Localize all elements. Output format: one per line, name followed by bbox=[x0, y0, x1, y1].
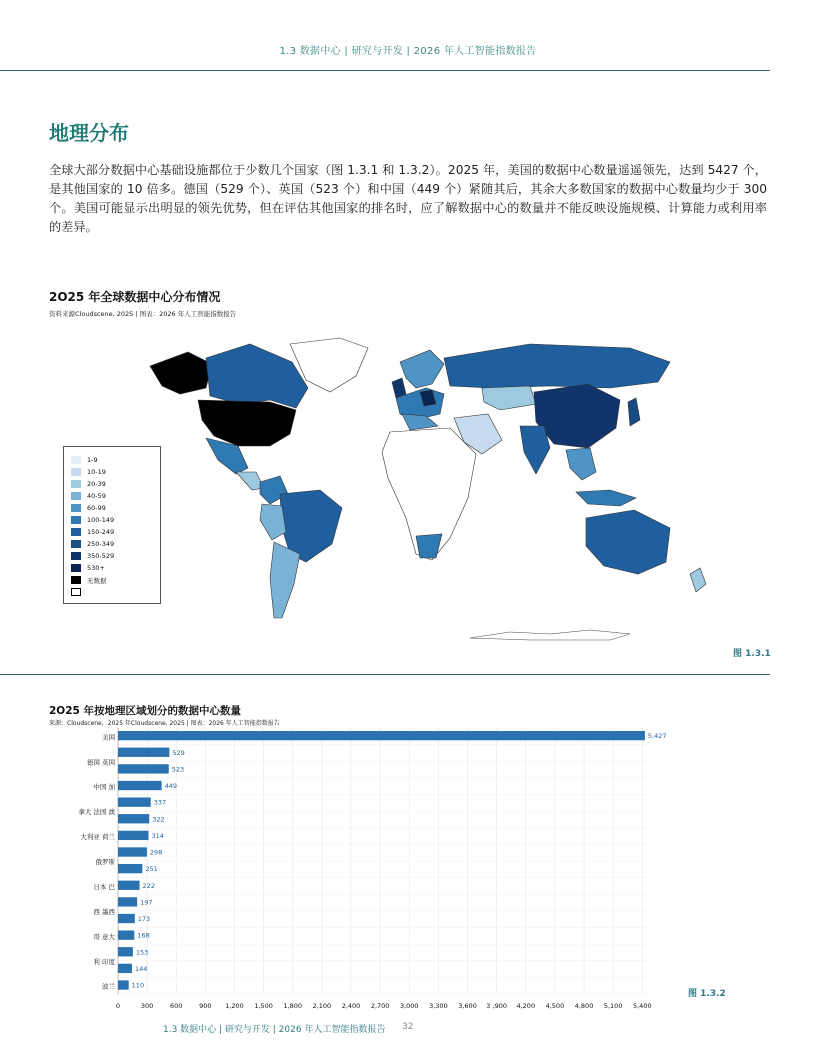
x-tick-label: 3,600 bbox=[458, 1002, 477, 1010]
data-label: 298 bbox=[149, 848, 163, 857]
x-tick-label: 4,500 bbox=[545, 1002, 565, 1010]
x-tick-label: 2,400 bbox=[341, 1002, 361, 1010]
map-region-south-africa bbox=[416, 534, 442, 558]
legend-label: 1-9 bbox=[87, 456, 98, 464]
legend-item bbox=[71, 478, 160, 490]
legend-label: 150-249 bbox=[87, 528, 115, 536]
legend-label: 无数据 bbox=[87, 576, 107, 585]
map-region-indonesia bbox=[576, 490, 636, 506]
data-label: 523 bbox=[171, 765, 185, 774]
legend-swatch bbox=[71, 504, 81, 512]
data-label: 144 bbox=[134, 964, 148, 973]
category-label: 德国 英国 bbox=[86, 758, 115, 767]
legend-swatch bbox=[71, 456, 81, 464]
x-tick-label: 0 bbox=[115, 1002, 121, 1010]
world-map bbox=[110, 322, 730, 642]
map-region-peru bbox=[260, 504, 286, 540]
legend-label: 20-39 bbox=[87, 480, 106, 488]
map-region-new-zealand bbox=[690, 568, 706, 592]
data-label: 5,427 bbox=[647, 732, 667, 741]
bar-figure-source: 来源：Cloudscene，2025 年Cloudscene, 2025 | 图表：2026 年人工智能指数报告 bbox=[49, 720, 280, 727]
category-label: 波兰 bbox=[102, 982, 115, 991]
x-tick-label: 3 ,900 bbox=[486, 1002, 507, 1010]
page-number: 32 bbox=[402, 1022, 414, 1032]
legend-swatch bbox=[71, 468, 81, 476]
map-figure-title: 2O25 年全球数据中心分布情况 bbox=[49, 290, 221, 304]
data-label: 449 bbox=[164, 782, 178, 791]
map-region-southern-europe bbox=[402, 414, 438, 430]
data-label: 153 bbox=[135, 948, 149, 957]
x-tick-label: 2,700 bbox=[370, 1002, 390, 1010]
bar bbox=[118, 914, 135, 923]
bar bbox=[118, 764, 169, 773]
map-region-chile-argentina bbox=[270, 542, 300, 618]
legend-item bbox=[71, 454, 160, 466]
map-figure-source: 资料来源Cloudscene, 2025 | 图表：2026 年人工智能指数报告 bbox=[49, 310, 237, 318]
bar bbox=[118, 847, 147, 856]
map-region-india bbox=[520, 426, 550, 474]
legend-item bbox=[71, 538, 160, 550]
bar bbox=[118, 781, 162, 790]
bar bbox=[118, 748, 169, 757]
legend-item bbox=[71, 562, 160, 574]
x-tick-label: 1,500 bbox=[254, 1002, 273, 1010]
map-legend bbox=[63, 446, 161, 604]
running-header: 1.3 数据中心 | 研究与开发 | 2026 年人工智能指数报告 bbox=[279, 46, 537, 57]
data-label: 529 bbox=[172, 748, 185, 757]
legend-item bbox=[71, 574, 160, 586]
bar bbox=[118, 881, 140, 890]
category-label: 利 印度 bbox=[93, 957, 115, 966]
bar-figure-title: 2O25 年按地理区域划分的数据中心数量 bbox=[49, 705, 241, 717]
x-tick-label: 3,300 bbox=[429, 1002, 448, 1010]
body-paragraph: 全球大部分数据中心基础设施都位于少数几个国家（图 1.3.1 和 1.3.2）。2025 年，美国的数据中心数量遥遥领先，达到 5427 个，是其他国家的 10 倍多。德国（529 个）、英国（523 个）和中国（449 个）紧随其后，其余大多数国家的数据中心数量均少于 300 个。美国可能显示出明显的领先优势，但在评估其他国家的排名时，应了解数据中心的数量并不能反映设施规模、计算能力或利用率的差异。 bbox=[49, 163, 767, 234]
category-label: 大利亚 荷兰 bbox=[80, 833, 115, 842]
data-label: 322 bbox=[152, 815, 165, 824]
x-tick-label: 300 bbox=[140, 1002, 154, 1010]
legend-swatch bbox=[71, 516, 81, 524]
legend-label: 250-349 bbox=[87, 540, 115, 548]
bar bbox=[118, 814, 149, 823]
bar bbox=[118, 864, 142, 873]
legend-label: 10-19 bbox=[87, 468, 106, 476]
x-tick-label: 4,200 bbox=[516, 1002, 536, 1010]
figure-number-map: 图 1.3.1 bbox=[733, 649, 771, 659]
x-tick-label: 900 bbox=[199, 1002, 212, 1010]
data-label: 251 bbox=[145, 865, 158, 874]
data-label: 173 bbox=[137, 915, 151, 924]
legend-swatch bbox=[71, 480, 81, 488]
map-region-kazakhstan bbox=[482, 386, 536, 410]
data-label: 222 bbox=[142, 881, 155, 890]
map-region-uk bbox=[392, 378, 406, 398]
bar bbox=[118, 980, 129, 989]
data-label: 197 bbox=[140, 898, 153, 907]
category-label: 日本 巴 bbox=[93, 882, 115, 891]
legend-swatch bbox=[71, 588, 81, 596]
map-region-scandinavia bbox=[400, 350, 444, 388]
legend-item bbox=[71, 490, 160, 502]
category-label: 美国 bbox=[102, 733, 115, 742]
legend-item bbox=[71, 586, 160, 598]
footer-running-title: 1.3 数据中心 | 研究与开发 | 2026 年人工智能指数报告 bbox=[163, 1025, 386, 1035]
legend-swatch bbox=[71, 576, 81, 584]
x-tick-label: 3,000 bbox=[399, 1002, 419, 1010]
legend-swatch bbox=[71, 492, 81, 500]
legend-label: 100-149 bbox=[87, 516, 115, 524]
bar bbox=[118, 731, 645, 740]
category-label: 中国 加 bbox=[93, 783, 115, 792]
legend-item bbox=[71, 526, 160, 538]
category-label: 西 墨西 bbox=[93, 907, 115, 916]
data-label: 337 bbox=[153, 798, 167, 807]
bar bbox=[118, 897, 137, 906]
data-label: 314 bbox=[151, 831, 164, 840]
legend-swatch bbox=[71, 552, 81, 560]
x-tick-label: 5,400 bbox=[632, 1002, 652, 1010]
legend-item bbox=[71, 466, 160, 478]
x-tick-label: 4,800 bbox=[574, 1002, 594, 1010]
map-region-southeast-asia bbox=[566, 448, 596, 480]
x-tick-label: 1,800 bbox=[283, 1002, 303, 1010]
legend-item bbox=[71, 514, 160, 526]
bar bbox=[118, 797, 151, 806]
category-label: 俄罗斯 bbox=[95, 858, 115, 866]
map-region-russia bbox=[444, 344, 670, 388]
map-region-usa bbox=[198, 400, 296, 446]
bar-chart bbox=[42, 724, 667, 1016]
map-region-antarctica bbox=[470, 630, 630, 640]
legend-swatch bbox=[71, 540, 81, 548]
map-region-alaska bbox=[150, 352, 212, 394]
bar bbox=[118, 930, 134, 939]
figure-number-bar: 图 1.3.2 bbox=[688, 989, 726, 999]
header-rule bbox=[0, 70, 770, 71]
bar bbox=[118, 831, 148, 840]
legend-item bbox=[71, 502, 160, 514]
map-region-japan bbox=[628, 398, 640, 426]
bar bbox=[118, 964, 132, 973]
legend-label: 350-529 bbox=[87, 552, 115, 560]
figure-divider bbox=[0, 674, 770, 675]
bar bbox=[118, 947, 133, 956]
legend-label: 530+ bbox=[87, 564, 105, 572]
x-tick-label: 1,200 bbox=[225, 1002, 244, 1010]
map-region-australia bbox=[586, 510, 670, 574]
section-heading: 地理分布 bbox=[49, 121, 129, 145]
x-tick-label: 5,100 bbox=[603, 1002, 623, 1010]
legend-swatch bbox=[71, 528, 81, 536]
legend-swatch bbox=[71, 564, 81, 572]
category-label: 拿大 法国 澳 bbox=[78, 808, 115, 817]
map-region-canada bbox=[206, 344, 308, 408]
data-label: 110 bbox=[131, 981, 145, 990]
legend-label: 60-99 bbox=[87, 504, 106, 512]
legend-label: 40-59 bbox=[87, 492, 106, 500]
x-tick-label: 2,100 bbox=[312, 1002, 332, 1010]
x-tick-label: 600 bbox=[170, 1002, 183, 1010]
category-label: 哥 意大 bbox=[93, 932, 115, 941]
data-label: 168 bbox=[137, 931, 150, 940]
legend-item bbox=[71, 550, 160, 562]
